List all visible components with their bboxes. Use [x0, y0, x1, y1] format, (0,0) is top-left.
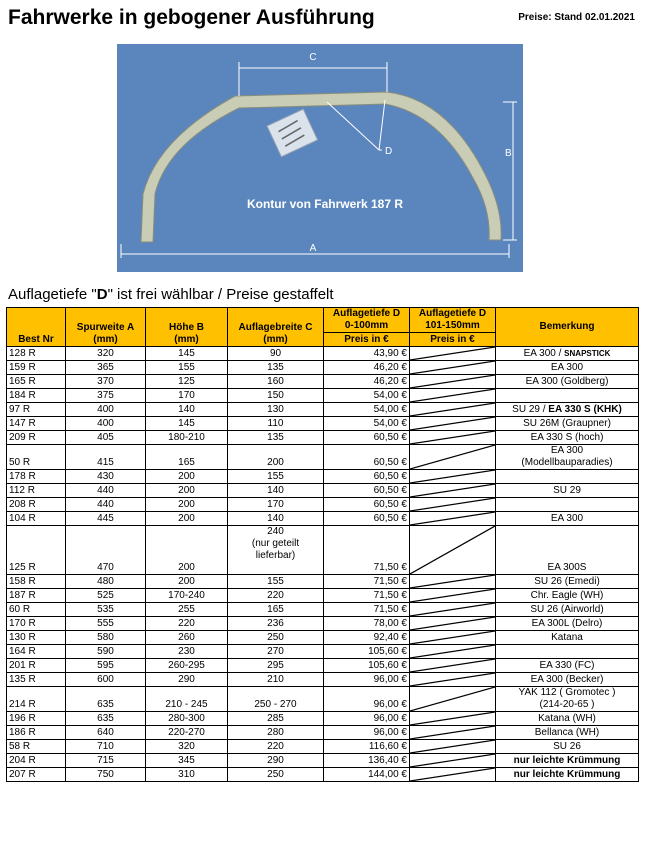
cell-bemerkung-line: EA 300: [550, 445, 584, 456]
cell-auflagebreite: 90: [228, 347, 324, 361]
cell-bemerkung: nur leichte Krümmung: [496, 754, 639, 768]
cell-preis: 105,60 €: [324, 659, 410, 673]
cell-best-nr: 186 R: [7, 726, 66, 740]
cell-auflagebreite: 210: [228, 673, 324, 687]
table-row: [7, 617, 639, 631]
diagonal-line-icon: [410, 575, 495, 588]
cell-preis-2: [410, 740, 496, 754]
cell-auflagebreite: 285: [228, 712, 324, 726]
table-row: [7, 445, 639, 470]
cell-bemerkung: nur leichte Krümmung: [496, 768, 639, 782]
diagonal-line-icon: [410, 589, 495, 602]
cell-best-nr: 97 R: [7, 403, 66, 417]
cell-auflagebreite: 236: [228, 617, 324, 631]
cell-hoehe: 155: [146, 361, 228, 375]
cell-auflagebreite: 150: [228, 389, 324, 403]
cell-spurweite: 635: [66, 687, 146, 712]
cell-bemerkung-line: YAK 112 ( Gromotec ): [518, 687, 616, 698]
cell-best-nr: 130 R: [7, 631, 66, 645]
cell-bemerkung: Katana (WH): [496, 712, 639, 726]
cell-preis-2: [410, 484, 496, 498]
cell-preis-2: [410, 603, 496, 617]
cell-preis-2: [410, 512, 496, 526]
cell-hoehe: 170: [146, 389, 228, 403]
table-row: [7, 498, 639, 512]
cell-spurweite: 445: [66, 512, 146, 526]
cell-preis: 43,90 €: [324, 347, 410, 361]
cell-spurweite: 365: [66, 361, 146, 375]
header-bemerkung: Bemerkung: [496, 308, 639, 347]
cell-best-nr: 128 R: [7, 347, 66, 361]
diagonal-line-icon: [410, 659, 495, 672]
cell-best-nr: 178 R: [7, 470, 66, 484]
cell-bemerkung: [496, 445, 639, 470]
cell-hoehe: 320: [146, 740, 228, 754]
cell-best-nr: 125 R: [7, 526, 66, 575]
table-row: [7, 361, 639, 375]
cell-spurweite: 370: [66, 375, 146, 389]
table-row: [7, 389, 639, 403]
price-table: [6, 307, 639, 782]
header-auflagebreite-l2: (mm): [263, 334, 288, 345]
cell-preis-2: [410, 617, 496, 631]
cell-preis: 92,40 €: [324, 631, 410, 645]
cell-best-nr: 196 R: [7, 712, 66, 726]
header-auflagebreite-l1: Auflagebreite C: [238, 322, 313, 333]
cell-auflagebreite: 160: [228, 375, 324, 389]
diagonal-line-icon: [410, 347, 495, 360]
cell-hoehe: 280-300: [146, 712, 228, 726]
table-row: [7, 403, 639, 417]
cell-preis: 105,60 €: [324, 645, 410, 659]
cell-bemerkung: [496, 645, 639, 659]
table-row: [7, 470, 639, 484]
cell-preis-2: [410, 526, 496, 575]
cell-spurweite: 430: [66, 470, 146, 484]
diagonal-line-icon: [410, 470, 495, 483]
cell-auflagebreite: 130: [228, 403, 324, 417]
cell-spurweite: 750: [66, 768, 146, 782]
cell-preis-2: [410, 575, 496, 589]
diagonal-line-icon: [410, 417, 495, 430]
cell-preis: 136,40 €: [324, 754, 410, 768]
cell-bemerkung: [496, 389, 639, 403]
cell-preis-2: [410, 687, 496, 712]
cell-preis-2: [410, 389, 496, 403]
cell-spurweite: 470: [66, 526, 146, 575]
cell-hoehe: 145: [146, 347, 228, 361]
header-tiefe1: [324, 308, 410, 333]
header-tiefe2: [410, 308, 496, 333]
cell-bemerkung: SU 26 (Emedi): [496, 575, 639, 589]
diagonal-line-icon: [410, 603, 495, 616]
cell-preis: 71,50 €: [324, 589, 410, 603]
cell-auflagebreite: 250: [228, 768, 324, 782]
cell-preis: 96,00 €: [324, 673, 410, 687]
cell-preis: 54,00 €: [324, 417, 410, 431]
cell-bemerkung: SU 29: [496, 484, 639, 498]
header-auflagebreite: [228, 308, 324, 347]
cell-spurweite: 405: [66, 431, 146, 445]
cell-spurweite: 555: [66, 617, 146, 631]
cell-preis-2: [410, 375, 496, 389]
subtitle-prefix: Auflagetiefe ": [8, 286, 97, 303]
cell-best-nr: 104 R: [7, 512, 66, 526]
diagonal-line-icon: [410, 389, 495, 402]
header-hoehe: [146, 308, 228, 347]
cell-bemerkung: EA 300 (Goldberg): [496, 375, 639, 389]
cell-hoehe: 145: [146, 417, 228, 431]
cell-best-nr: 135 R: [7, 673, 66, 687]
cell-preis-2: [410, 673, 496, 687]
subtitle: [8, 286, 334, 303]
cell-preis: 96,00 €: [324, 712, 410, 726]
cell-best-nr: 159 R: [7, 361, 66, 375]
table-row: [7, 673, 639, 687]
cell-bemerkung: [496, 470, 639, 484]
cell-preis: 54,00 €: [324, 403, 410, 417]
cell-preis: 96,00 €: [324, 687, 410, 712]
header-tiefe2-l2: 101-150mm: [425, 320, 480, 331]
cell-auflagebreite-line: (nur geteilt: [251, 538, 300, 549]
header-spurweite-l1: Spurweite A: [76, 322, 135, 333]
cell-preis-2: [410, 470, 496, 484]
table-row: [7, 603, 639, 617]
cell-preis-2: [410, 589, 496, 603]
cell-auflagebreite: 155: [228, 575, 324, 589]
cell-best-nr: 207 R: [7, 768, 66, 782]
cell-bemerkung-text: EA 300 /: [523, 348, 565, 359]
header-preis1: Preis in €: [324, 333, 410, 347]
cell-best-nr: 209 R: [7, 431, 66, 445]
cell-preis: 60,50 €: [324, 512, 410, 526]
price-date: Preise: Stand 02.01.2021: [518, 12, 635, 23]
table-row: [7, 726, 639, 740]
header-spurweite: [66, 308, 146, 347]
cell-best-nr: 187 R: [7, 589, 66, 603]
cell-best-nr: 170 R: [7, 617, 66, 631]
cell-preis: 71,50 €: [324, 526, 410, 575]
cell-bemerkung-line: (Modellbauparadies): [521, 457, 613, 468]
cell-bemerkung-bold: EA 330 S (KHK): [548, 404, 622, 415]
cell-best-nr: 164 R: [7, 645, 66, 659]
header-hoehe-l2: (mm): [174, 334, 199, 345]
cell-bemerkung: Bellanca (WH): [496, 726, 639, 740]
header-tiefe1-l2: 0-100mm: [344, 320, 389, 331]
cell-auflagebreite: 250: [228, 631, 324, 645]
cell-preis-2: [410, 768, 496, 782]
table-row: [7, 375, 639, 389]
page-title: Fahrwerke in gebogener Ausführung: [8, 6, 375, 29]
cell-hoehe: 165: [146, 445, 228, 470]
cell-hoehe: 200: [146, 575, 228, 589]
table-row: [7, 431, 639, 445]
cell-hoehe: 200: [146, 498, 228, 512]
cell-auflagebreite-line: lieferbar): [255, 550, 296, 561]
cell-bemerkung-bold: SNAPSTICK: [564, 349, 611, 358]
cell-auflagebreite: 140: [228, 512, 324, 526]
cell-preis-2: [410, 403, 496, 417]
cell-hoehe: 200: [146, 526, 228, 575]
cell-spurweite: 440: [66, 484, 146, 498]
cell-hoehe: 220: [146, 617, 228, 631]
cell-auflagebreite: 220: [228, 740, 324, 754]
cell-best-nr: 184 R: [7, 389, 66, 403]
cell-preis: 144,00 €: [324, 768, 410, 782]
cell-hoehe: 125: [146, 375, 228, 389]
cell-spurweite: 400: [66, 417, 146, 431]
table-row: [7, 347, 639, 361]
diagonal-line-icon: [410, 726, 495, 739]
header-preis2: Preis in €: [410, 333, 496, 347]
cell-preis-2: [410, 754, 496, 768]
cell-bemerkung: [496, 687, 639, 712]
cell-bemerkung: SU 26: [496, 740, 639, 754]
cell-best-nr: 58 R: [7, 740, 66, 754]
cell-best-nr: 158 R: [7, 575, 66, 589]
cell-preis-2: [410, 417, 496, 431]
cell-auflagebreite: 295: [228, 659, 324, 673]
subtitle-bold: D: [96, 286, 108, 303]
header-hoehe-l1: Höhe B: [169, 322, 204, 333]
cell-spurweite: 635: [66, 712, 146, 726]
cell-auflagebreite: 155: [228, 470, 324, 484]
diagonal-line-icon: [410, 687, 495, 711]
cell-spurweite: 590: [66, 645, 146, 659]
cell-bemerkung: EA 300: [496, 512, 639, 526]
table-row: [7, 575, 639, 589]
table-row: [7, 631, 639, 645]
diagonal-line-icon: [410, 631, 495, 644]
diagonal-line-icon: [410, 645, 495, 658]
cell-preis: 116,60 €: [324, 740, 410, 754]
cell-bemerkung: EA 330 S (hoch): [496, 431, 639, 445]
cell-spurweite: 415: [66, 445, 146, 470]
table-row: [7, 526, 639, 575]
cell-preis-2: [410, 445, 496, 470]
cell-bemerkung: SU 26M (Graupner): [496, 417, 639, 431]
table-row: [7, 712, 639, 726]
cell-hoehe: 140: [146, 403, 228, 417]
diagonal-line-icon: [410, 445, 495, 469]
cell-bemerkung: Chr. Eagle (WH): [496, 589, 639, 603]
cell-bemerkung: [496, 347, 639, 361]
cell-spurweite: 320: [66, 347, 146, 361]
cell-bemerkung: [496, 498, 639, 512]
cell-preis: 46,20 €: [324, 375, 410, 389]
diagonal-line-icon: [410, 431, 495, 444]
cell-preis: 60,50 €: [324, 445, 410, 470]
cell-preis: 54,00 €: [324, 389, 410, 403]
cell-spurweite: 535: [66, 603, 146, 617]
cell-auflagebreite: 280: [228, 726, 324, 740]
landing-gear-photo: [117, 44, 523, 272]
cell-spurweite: 480: [66, 575, 146, 589]
cell-preis-2: [410, 431, 496, 445]
diagonal-line-icon: [410, 498, 495, 511]
cell-preis-2: [410, 659, 496, 673]
cell-best-nr: 165 R: [7, 375, 66, 389]
table-row: [7, 512, 639, 526]
diagonal-line-icon: [410, 361, 495, 374]
cell-bemerkung-text: SU 29 /: [512, 404, 549, 415]
cell-best-nr: 204 R: [7, 754, 66, 768]
cell-bemerkung: EA 330 (FC): [496, 659, 639, 673]
cell-spurweite: 580: [66, 631, 146, 645]
cell-hoehe: 170-240: [146, 589, 228, 603]
header-spurweite-l2: (mm): [93, 334, 118, 345]
cell-spurweite: 595: [66, 659, 146, 673]
cell-preis: 71,50 €: [324, 603, 410, 617]
cell-auflagebreite: 140: [228, 484, 324, 498]
photo-label-a: A: [309, 243, 317, 254]
table-row: [7, 768, 639, 782]
cell-spurweite: 715: [66, 754, 146, 768]
table-row: [7, 740, 639, 754]
cell-hoehe: 260: [146, 631, 228, 645]
diagonal-line-icon: [410, 375, 495, 388]
cell-best-nr: 208 R: [7, 498, 66, 512]
cell-hoehe: 230: [146, 645, 228, 659]
cell-best-nr: 201 R: [7, 659, 66, 673]
cell-auflagebreite: 290: [228, 754, 324, 768]
cell-spurweite: 400: [66, 403, 146, 417]
cell-bemerkung: [496, 403, 639, 417]
cell-preis: 60,50 €: [324, 484, 410, 498]
cell-preis: 60,50 €: [324, 431, 410, 445]
cell-preis: 46,20 €: [324, 361, 410, 375]
cell-auflagebreite: 250 - 270: [228, 687, 324, 712]
cell-auflagebreite-line: [230, 562, 321, 574]
photo-label-d: D: [385, 146, 393, 157]
cell-auflagebreite: [228, 526, 324, 575]
cell-preis: 71,50 €: [324, 575, 410, 589]
cell-preis-2: [410, 726, 496, 740]
cell-bemerkung: SU 26 (Airworld): [496, 603, 639, 617]
cell-auflagebreite-line: 240: [267, 526, 284, 537]
cell-hoehe: 200: [146, 484, 228, 498]
cell-hoehe: 200: [146, 470, 228, 484]
cell-hoehe: 220-270: [146, 726, 228, 740]
diagonal-line-icon: [410, 403, 495, 416]
header-best-nr: Best Nr: [7, 308, 66, 347]
header-row-1: [7, 308, 639, 333]
cell-spurweite: 640: [66, 726, 146, 740]
photo-label-b: B: [505, 148, 512, 159]
cell-spurweite: 600: [66, 673, 146, 687]
header-tiefe2-l1: Auflagetiefe D: [418, 308, 487, 319]
landing-gear-illustration: [117, 44, 523, 272]
cell-preis-2: [410, 631, 496, 645]
cell-preis-2: [410, 361, 496, 375]
table-row: [7, 659, 639, 673]
cell-auflagebreite: 110: [228, 417, 324, 431]
cell-spurweite: 710: [66, 740, 146, 754]
cell-bemerkung: EA 300 (Becker): [496, 673, 639, 687]
diagonal-line-icon: [410, 754, 495, 767]
cell-hoehe: 310: [146, 768, 228, 782]
table-row: [7, 417, 639, 431]
cell-auflagebreite: 170: [228, 498, 324, 512]
photo-label-c: C: [309, 52, 317, 63]
table-row: [7, 687, 639, 712]
cell-hoehe: 260-295: [146, 659, 228, 673]
cell-bemerkung: Katana: [496, 631, 639, 645]
diagonal-line-icon: [410, 768, 495, 781]
cell-preis: 78,00 €: [324, 617, 410, 631]
diagonal-line-icon: [410, 484, 495, 497]
cell-auflagebreite: 270: [228, 645, 324, 659]
cell-bemerkung: EA 300: [496, 361, 639, 375]
cell-spurweite: 375: [66, 389, 146, 403]
cell-preis-2: [410, 498, 496, 512]
table-row: [7, 754, 639, 768]
cell-preis: 60,50 €: [324, 498, 410, 512]
cell-preis: 96,00 €: [324, 726, 410, 740]
cell-best-nr: 214 R: [7, 687, 66, 712]
cell-preis-2: [410, 347, 496, 361]
cell-hoehe: 345: [146, 754, 228, 768]
diagonal-line-icon: [410, 673, 495, 686]
cell-hoehe: 200: [146, 512, 228, 526]
cell-hoehe: 180-210: [146, 431, 228, 445]
diagonal-line-icon: [410, 512, 495, 525]
cell-hoehe: 290: [146, 673, 228, 687]
cell-auflagebreite: 165: [228, 603, 324, 617]
photo-caption: Kontur von Fahrwerk 187 R: [246, 197, 404, 211]
cell-hoehe: 210 - 245: [146, 687, 228, 712]
table-row: [7, 645, 639, 659]
cell-auflagebreite: 200: [228, 445, 324, 470]
cell-spurweite: 525: [66, 589, 146, 603]
cell-auflagebreite: 220: [228, 589, 324, 603]
price-table-body: [7, 347, 639, 782]
cell-preis-2: [410, 645, 496, 659]
diagonal-line-icon: [410, 617, 495, 630]
cell-spurweite: 440: [66, 498, 146, 512]
diagonal-line-icon: [410, 712, 495, 725]
cell-best-nr: 112 R: [7, 484, 66, 498]
cell-preis-2: [410, 712, 496, 726]
cell-bemerkung-line: (214-20-65 ): [539, 699, 595, 710]
cell-preis: 60,50 €: [324, 470, 410, 484]
cell-hoehe: 255: [146, 603, 228, 617]
subtitle-suffix: " ist frei wählbar / Preise gestaffelt: [107, 286, 334, 303]
header-tiefe1-l1: Auflagetiefe D: [332, 308, 401, 319]
cell-auflagebreite: 135: [228, 431, 324, 445]
cell-auflagebreite: 135: [228, 361, 324, 375]
diagonal-line-icon: [410, 740, 495, 753]
table-row: [7, 589, 639, 603]
cell-best-nr: 147 R: [7, 417, 66, 431]
cell-best-nr: 50 R: [7, 445, 66, 470]
cell-bemerkung: EA 300S: [496, 526, 639, 575]
table-row: [7, 484, 639, 498]
diagonal-line-icon: [410, 526, 495, 574]
cell-best-nr: 60 R: [7, 603, 66, 617]
cell-bemerkung: EA 300L (Delro): [496, 617, 639, 631]
